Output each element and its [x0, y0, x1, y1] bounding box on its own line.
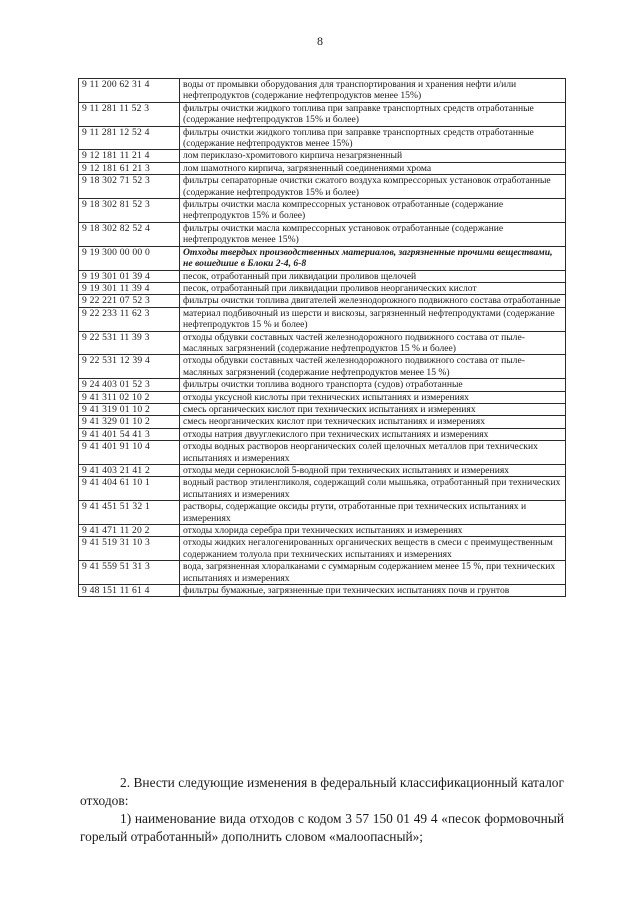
waste-code-cell: 9 11 281 12 52 4 — [79, 126, 180, 150]
waste-code-cell: 9 22 531 12 39 4 — [79, 355, 180, 379]
table-row — [79, 465, 566, 477]
table-row — [79, 199, 566, 223]
waste-code-cell: 9 19 301 01 39 4 — [79, 270, 180, 282]
waste-code-cell: 9 41 404 61 10 1 — [79, 477, 180, 501]
waste-code-cell: 9 22 233 11 62 3 — [79, 307, 180, 331]
table-body — [79, 79, 566, 597]
table-row — [79, 102, 566, 126]
waste-name-cell: песок, отработанный при ликвидации проливов неорганических кислот — [180, 282, 566, 294]
waste-code-cell: 9 41 329 01 10 2 — [79, 416, 180, 428]
table-row — [79, 501, 566, 525]
waste-name-cell: отходы жидких негалогенированных органических веществ в смеси с преимущественным содержанием толуола при технических испытаниях и измерениях — [180, 537, 566, 561]
waste-code-cell: 9 41 559 51 31 3 — [79, 561, 180, 585]
waste-name-cell: отходы уксусной кислоты при технических испытаниях и измерениях — [180, 391, 566, 403]
waste-name-cell: смесь органических кислот при технических испытаниях и измерениях — [180, 403, 566, 415]
paragraph-amendment-item-1: 1) наименование вида отходов с кодом 3 57 150 01 49 4 «песок формовочный горелый отработанный» дополнить словом «малоопасный»; — [80, 811, 564, 844]
table-row — [79, 391, 566, 403]
table-row — [79, 525, 566, 537]
waste-code-cell: 9 41 519 31 10 3 — [79, 537, 180, 561]
table-row — [79, 379, 566, 391]
waste-code-cell: 9 41 471 11 20 2 — [79, 525, 180, 537]
table-row — [79, 79, 566, 103]
waste-name-cell: растворы, содержащие оксиды ртути, отработанные при технических испытаниях и измерениях — [180, 501, 566, 525]
waste-code-cell: 9 41 319 01 10 2 — [79, 403, 180, 415]
waste-name-cell: отходы обдувки составных частей железнодорожного подвижного состава от пыле-масляных загрязнений (содержание нефтепродуктов 15 % и более) — [180, 331, 566, 355]
waste-code-cell: 9 41 401 91 10 4 — [79, 441, 180, 465]
waste-name-cell: лом периклазо-хромитового кирпича незагрязненный — [180, 150, 566, 162]
waste-name-cell: отходы водных растворов неорганических солей щелочных металлов при технических испытаниях и измерениях — [180, 441, 566, 465]
waste-code-cell: 9 22 531 11 39 3 — [79, 331, 180, 355]
table-row — [79, 162, 566, 174]
waste-name-cell: отходы обдувки составных частей железнодорожного подвижного состава от пыле-масляных загрязнений (содержание нефтепродуктов менее 15 %) — [180, 355, 566, 379]
waste-name-cell: Отходы твердых производственных материалов, загрязненные прочими веществами, не вошедшие в Блоки 2-4, 6-8 — [180, 246, 566, 270]
table-row — [79, 441, 566, 465]
waste-code-cell: 9 41 403 21 41 2 — [79, 465, 180, 477]
table-row — [79, 403, 566, 415]
waste-code-cell: 9 11 200 62 31 4 — [79, 79, 180, 103]
waste-code-cell: 9 11 281 11 52 3 — [79, 102, 180, 126]
waste-name-cell: фильтры очистки масла компрессорных установок отработанные (содержание нефтепродуктов 15% и более) — [180, 199, 566, 223]
waste-name-cell: фильтры очистки топлива двигателей железнодорожного подвижного состава отработанные — [180, 295, 566, 307]
waste-name-cell: фильтры бумажные, загрязненные при технических испытаниях почв и грунтов — [180, 585, 566, 597]
waste-name-cell: лом шамотного кирпича, загрязненный соединениями хрома — [180, 162, 566, 174]
waste-name-cell: водный раствор этиленгликоля, содержащий соли мышьяка, отработанный при технических испытаниях и измерениях — [180, 477, 566, 501]
table-row — [79, 295, 566, 307]
waste-code-cell: 9 12 181 61 21 3 — [79, 162, 180, 174]
waste-code-cell: 9 12 181 11 21 4 — [79, 150, 180, 162]
waste-name-cell: фильтры очистки жидкого топлива при заправке транспортных средств отработанные (содержание нефтепродуктов менее 15%) — [180, 126, 566, 150]
waste-name-cell: воды от промывки оборудования для транспортирования и хранения нефти и/или нефтепродуктов (содержание нефтепродуктов менее 15%) — [180, 79, 566, 103]
waste-name-cell: песок, отработанный при ликвидации проливов щелочей — [180, 270, 566, 282]
table-row — [79, 416, 566, 428]
waste-name-cell: материал подбивочный из шерсти и вискозы, загрязненный нефтепродуктами (содержание нефтепродуктов 15 % и более) — [180, 307, 566, 331]
waste-code-cell: 9 24 403 01 52 3 — [79, 379, 180, 391]
waste-name-cell: смесь неорганических кислот при технических испытаниях и измерениях — [180, 416, 566, 428]
waste-name-cell: отходы натрия двууглекислого при технических испытаниях и измерениях — [180, 428, 566, 440]
waste-code-cell: 9 48 151 11 61 4 — [79, 585, 180, 597]
table-row — [79, 537, 566, 561]
table-row — [79, 355, 566, 379]
table-row — [79, 585, 566, 597]
waste-code-cell: 9 41 311 02 10 2 — [79, 391, 180, 403]
table-row — [79, 331, 566, 355]
table-row — [79, 477, 566, 501]
table-row — [79, 282, 566, 294]
table-row — [79, 222, 566, 246]
table-row — [79, 307, 566, 331]
table-row — [79, 175, 566, 199]
table-row — [79, 561, 566, 585]
table-group-row — [79, 246, 566, 270]
waste-code-cell: 9 19 300 00 00 0 — [79, 246, 180, 270]
waste-catalog-table — [78, 78, 566, 597]
table-row — [79, 150, 566, 162]
waste-code-cell: 9 22 221 07 52 3 — [79, 295, 180, 307]
waste-code-cell: 9 18 302 81 52 3 — [79, 199, 180, 223]
waste-code-cell: 9 18 302 71 52 3 — [79, 175, 180, 199]
waste-name-cell: отходы меди сернокислой 5-водной при технических испытаниях и измерениях — [180, 465, 566, 477]
waste-name-cell: отходы хлорида серебра при технических испытаниях и измерениях — [180, 525, 566, 537]
waste-code-cell: 9 19 301 11 39 4 — [79, 282, 180, 294]
waste-code-cell: 9 41 401 54 41 3 — [79, 428, 180, 440]
waste-name-cell: фильтры очистки жидкого топлива при заправке транспортных средств отработанные (содержание нефтепродуктов 15% и более) — [180, 102, 566, 126]
page-number: 8 — [317, 34, 323, 48]
waste-code-cell: 9 41 451 51 32 1 — [79, 501, 180, 525]
waste-code-cell: 9 18 302 82 52 4 — [79, 222, 180, 246]
table-row — [79, 270, 566, 282]
table-row — [79, 126, 566, 150]
waste-name-cell: фильтры очистки топлива водного транспорта (судов) отработанные — [180, 379, 566, 391]
waste-name-cell: фильтры очистки масла компрессорных установок отработанные (содержание нефтепродуктов менее 15%) — [180, 222, 566, 246]
waste-name-cell: фильтры сепараторные очистки сжатого воздуха компрессорных установок отработанные (содержание нефтепродуктов 15% и более) — [180, 175, 566, 199]
paragraph-amendment-intro: 2. Внести следующие изменения в федеральный классификационный каталог отходов: — [80, 775, 564, 808]
table-row — [79, 428, 566, 440]
waste-name-cell: вода, загрязненная хлоралканами с суммарным содержанием менее 15 %, при технических испытаниях и измерениях — [180, 561, 566, 585]
